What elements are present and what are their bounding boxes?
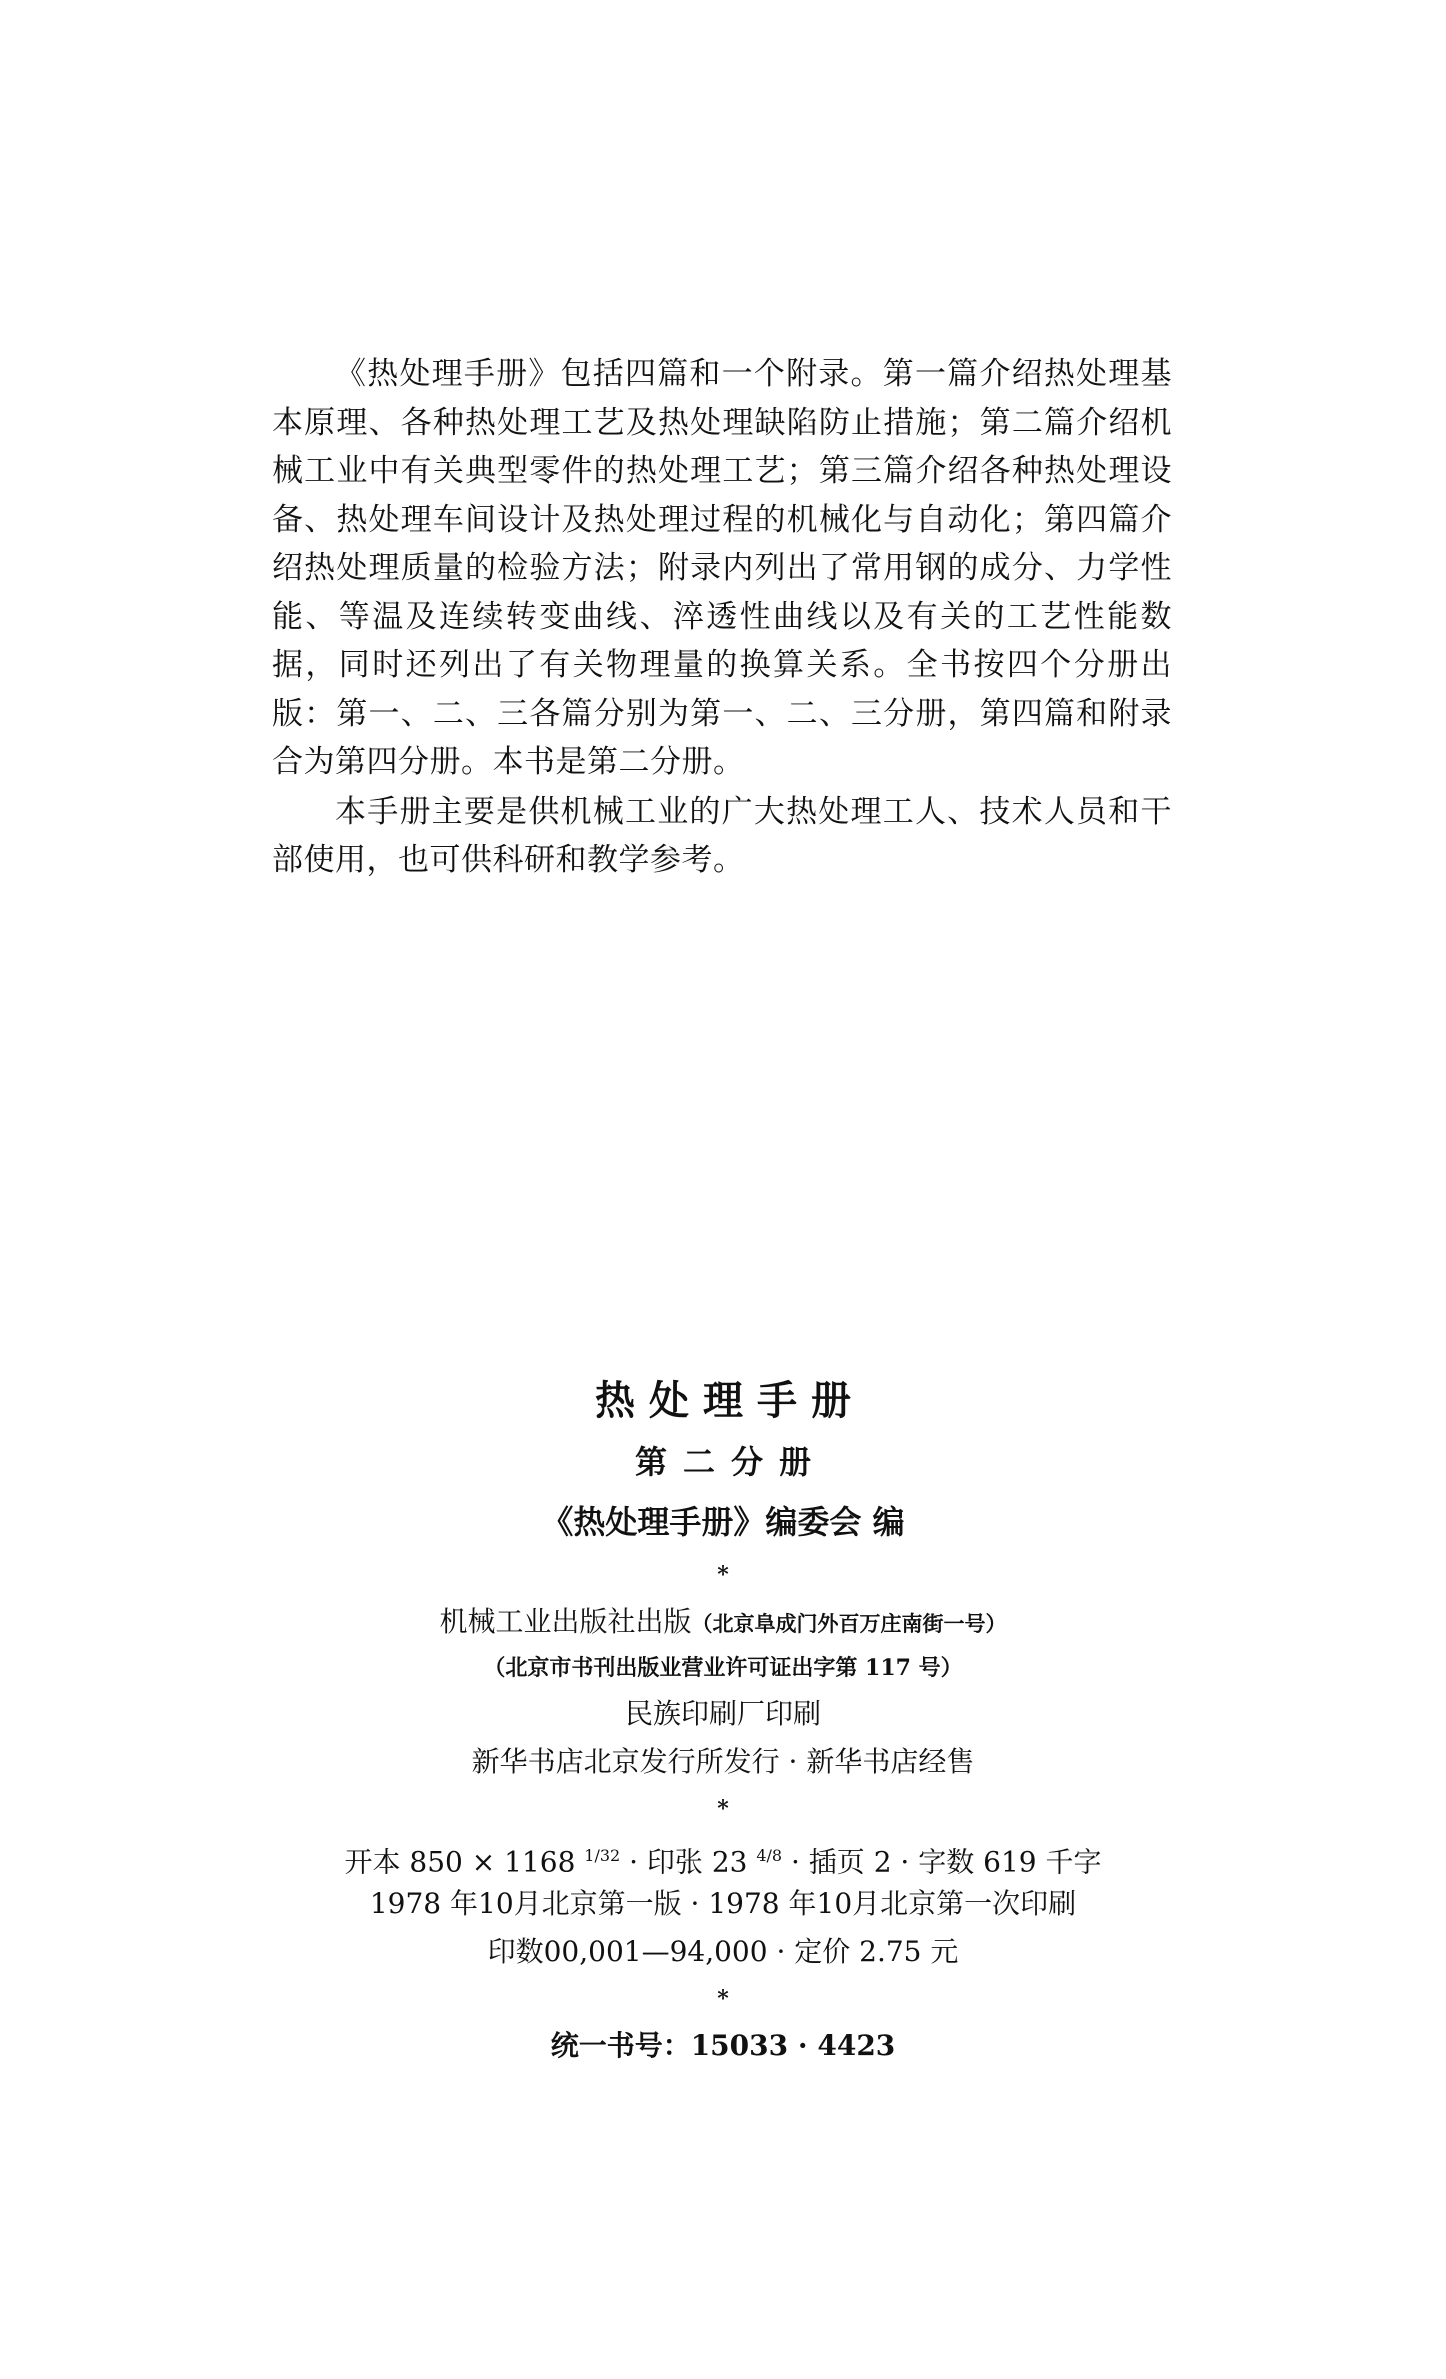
- separator-star: *: [717, 1986, 729, 2012]
- plates-words: · 插页 2 · 字数 619 千字: [782, 1845, 1102, 1879]
- edition-line: 1978 年10月北京第一版 · 1978 年10月北京第一次印刷: [369, 1887, 1077, 1920]
- volume-label: 第二分册: [634, 1443, 827, 1481]
- distributor-line: 新华书店北京发行所发行 · 新华书店经售: [471, 1745, 975, 1778]
- introduction: [272, 350, 1172, 885]
- format-fraction: 1/32: [584, 1846, 621, 1865]
- printer-line: 民族印刷厂印刷: [624, 1697, 821, 1730]
- book-number-line: 统一书号：15033 · 4423: [550, 2029, 896, 2062]
- license-line: （北京市书刊出版业营业许可证出字第 117 号）: [483, 1655, 963, 1681]
- publisher-line: [0, 1598, 1446, 1646]
- separator-star: *: [717, 1562, 729, 1588]
- sheets-prefix: · 印张 23: [620, 1845, 757, 1879]
- sheets-fraction: 4/8: [756, 1846, 783, 1865]
- separator-star: *: [717, 1796, 729, 1822]
- print-run-price-line: 印数00,001—94,000 · 定价 2.75 元: [487, 1935, 959, 1968]
- publisher-address: （北京阜成门外百万庄南街一号）: [691, 1611, 1007, 1636]
- intro-paragraph-1: 《热处理手册》包括四篇和一个附录。第一篇介绍热处理基本原理、各种热处理工艺及热处理缺陷防止措施；第二篇介绍机械工业中有关典型零件的热处理工艺；第三篇介绍各种热处理设备、热处理车间设计及热处理过程的机械化与自动化；第四篇介绍热处理质量的检验方法；附录内列出了常用钢的成分、力学性能、等温及连续转变曲线、淬透性曲线以及有关的工艺性能数据，同时还列出了有关物理量的换算关系。全书按四个分册出版：第一、二、三各篇分别为第一、二、三分册，第四篇和附录合为第四分册。本书是第二分册。: [272, 356, 1172, 780]
- intro-paragraph-2: 本手册主要是供机械工业的广大热处理工人、技术人员和干部使用，也可供科研和教学参考。: [272, 793, 1172, 878]
- colophon: [0, 1370, 1446, 2070]
- publisher-name: 机械工业出版社出版: [439, 1605, 692, 1638]
- format-prefix: 开本 850 × 1168: [344, 1845, 585, 1879]
- format-line: [0, 1832, 1446, 1880]
- editor-credit: 《热处理手册》编委会 编: [541, 1503, 905, 1541]
- book-title: 热处理手册: [595, 1378, 865, 1424]
